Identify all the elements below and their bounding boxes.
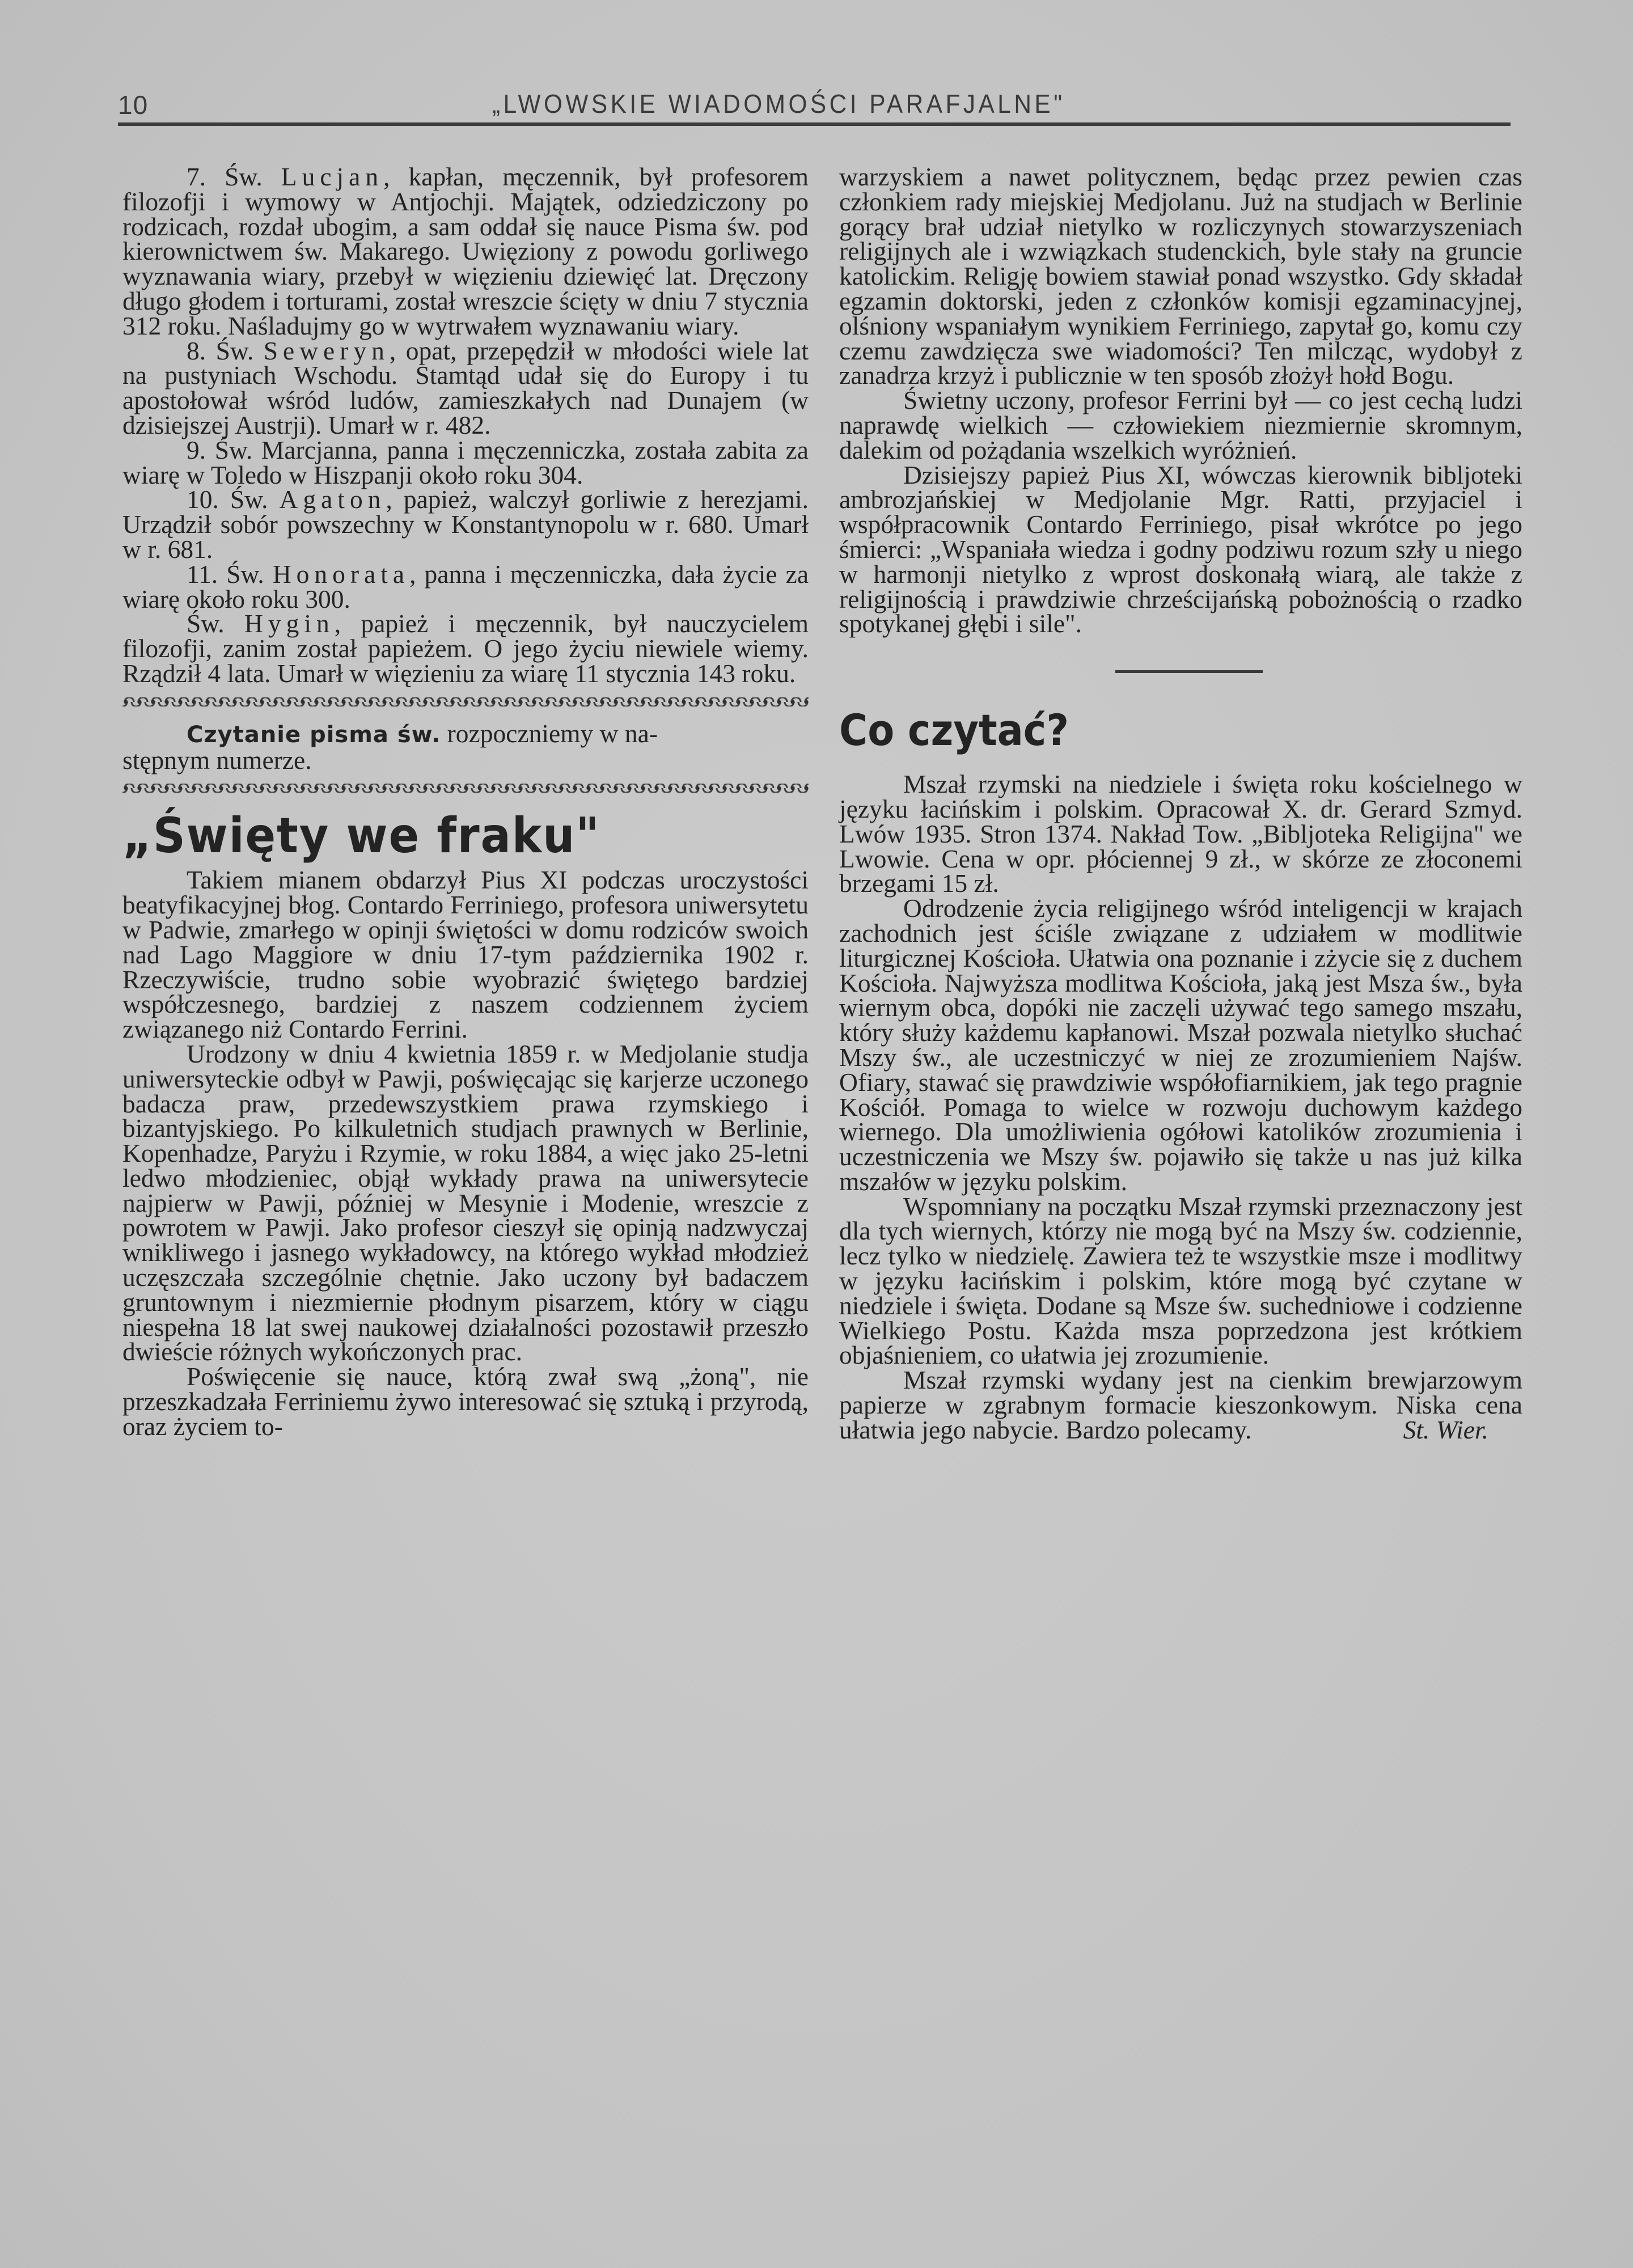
article-paragraph: Urodzony w dniu 4 kwietnia 1859 r. w Medjolanie studja uniwersyteckie odbył w Pawji, poświęcając się karjerze uczonego badacza praw, przedewszystkiem prawa rzymskiego i bizantyjskiego. Po kilkuletnich studjach prawnych w Berlinie, Kopenhadze, Paryżu i Rzymie, w roku 1884, a więc jako 25-letni ledwo młodzieniec, objął wykłady prawa na uniwersytecie najpierw w Pawji, później w Mesynie i Modenie, wreszcie z powrotem w Pawji. Jako profesor cieszył się opinją nadzwyczaj wnikliwego i jasnego wykładowcy, na którego wykład młodzież uczęszczała szczególnie chętnie. Jako uczony był badaczem gruntownym i niezmiernie płodnym pisarzem, który w ciągu niespełna 18 lat swej naukowej działalności pozostawił przeszło dwieście różnych wykończonych prac. — [122, 1039, 809, 1366]
saint-text: , panna i męczenniczka, dała życie za wiarę około roku 300. — [122, 559, 809, 613]
saint-number: 11. — [187, 559, 218, 589]
journal-title: „LWOWSKIE WIADOMOŚCI PARAFJALNE" — [492, 89, 1065, 119]
article-paragraph: Poświęcenie się nauce, którą zwał swą „żoną", nie przeszkadzała Ferriniemu żywo interesować się sztuką i przyrodą, oraz życiem to- — [122, 1362, 809, 1441]
review-closing-text: Mszał rzymski wydany jest na cienkim brewjarzowym papierze w zgrabnym formacie kieszonkowym. Niska cena ułatwia jego nabycie. Bardzo polecamy. — [839, 1365, 1522, 1444]
saint-entry — [122, 559, 809, 613]
saint-number: 10. — [187, 485, 219, 514]
saint-prefix: Św. — [225, 162, 263, 191]
notice-line-2: stępnym numerze. — [122, 745, 312, 775]
notice-bold-lead: Czytanie pisma św. — [187, 721, 441, 748]
saint-prefix: Św. — [230, 485, 268, 514]
saint-prefix: Św. — [214, 435, 253, 464]
saint-text: , kapłan, męczennik, był profesorem filozofji i wymowy w Antjochji. Majątek, odziedziczony po rodzicach, rozdał ubogim, a sam oddał się nauce Pisma św. pod kierownictwem św. Makarego. Uwięziony z powodu gorliwego wyznawania wiary, przebył w więzieniu dziewięć lat. Dręczony długo głodem i torturami, został wreszcie ścięty w dniu 7 stycznia 312 roku. Naśladujmy go w wytrwałem wyznawaniu wiary. — [122, 162, 809, 340]
saint-number: 9. — [187, 435, 206, 464]
notice — [122, 718, 809, 748]
review-paragraph — [839, 1365, 1522, 1444]
left-column — [122, 164, 809, 1439]
saint-name: Seweryn — [263, 336, 390, 365]
saint-name: Agaton — [279, 485, 386, 514]
review-paragraph: Odrodzenie życia religijnego wśród inteligencji w krajach zachodnich jest ściśle związane z udziałem w modlitwie liturgicznej Kościoła. Ułatwia ona poznanie i zżycie się z duchem Kościoła. Najwyższa modlitwa Kościoła, jaką jest Msza św., była wiernym obca, dopóki nie zaczęli używać tego samego mszału, który służy każdemu kapłanowi. Mszał pozwala nietylko słuchać Mszy św., ale uczestniczyć w niej ze zrozumieniem Najśw. Ofiary, stawać się prawdziwie współofiarnikiem, jak tego pragnie Kościół. Pomaga to wielce w rozwoju duchowym każdego wiernego. Dla umożliwienia ogółowi katolików zrozumienia i uczestniczenia we Mszy św. pojawiło się także u nas już kilka mszałów w języku polskim. — [839, 894, 1522, 1196]
article-title: „Święty we fraku" — [122, 807, 600, 865]
ornamental-divider — [122, 784, 809, 793]
saint-entry — [122, 611, 809, 686]
article-paragraph-continued: warzyskiem a nawet politycznem, będąc przez pewien czas członkiem rady miejskiej Medjolanu. Już na studjach w Berlinie gorący brał udział nietylko w rozliczynych stowarzyszeniach religijnych ale i wzwiązkach studenckich, byle stały na gruncie katolickim. Religję bowiem stawiał ponad wszystko. Gdy składał egzamin doktorski, jeden z członków komisji egzaminacyjnej, olśniony wspaniałym wynikiem Ferriniego, zapytał go, komu czy czemu zawdzięcza swe wiadomości? Ten milcząc, wydobył z zanadrza krzyż i publicznie w ten sposób złożył hołd Bogu. — [839, 162, 1522, 390]
saint-entry — [122, 485, 809, 564]
notice-text: rozpoczniemy w na- — [441, 718, 658, 748]
ornamental-divider — [122, 697, 809, 706]
author-signature: St. Wier. — [1403, 1415, 1488, 1444]
saint-text: , papież, walczył gorliwie z herezjami. Urządził sobór powszechny w Konstantynopolu w r. 680. Umarł w r. 681. — [122, 485, 809, 564]
article-paragraph: Takiem mianem obdarzył Pius XI podczas uroczystości beatyfikacyjnej błog. Contardo Ferriniego, profesora uniwersytetu w Padwie, zmarłego w opinji świętości w domu rodziców swoich nad Lago Maggiore w dniu 17-tym października 1902 r. Rzeczywiście, trudno sobie wyobrazić świętego bardziej współczesnego, bardziej z naszem codziennem życiem związanego niż Contardo Ferrini. — [122, 865, 809, 1044]
saint-number: 8. — [187, 336, 206, 365]
saint-number: 7. — [187, 162, 206, 191]
saint-entry — [122, 338, 809, 438]
saint-name: Hygin — [244, 609, 335, 638]
saint-name: Lucjan — [281, 162, 384, 191]
saint-entry — [122, 164, 809, 338]
header-rule — [118, 122, 1511, 126]
saint-prefix: Św. — [226, 559, 264, 589]
running-header — [118, 85, 1513, 125]
article-paragraph: Świetny uczony, profesor Ferrini był — co jest cechą ludzi naprawdę wielkich — człowiekiem niezmiernie skromnym, dalekim od pożądania wszelkich wyróżnień. — [839, 386, 1522, 464]
saint-text: , opat, przepędził w młodości wiele lat na pustyniach Wschodu. Stamtąd udał się do Europy i tu apostołował wśród ludów, zamieszkałych nad Dunajem (w dzisiejszej Austrji). Umarł w r. 482. — [122, 336, 809, 439]
article-paragraph: Dzisiejszy papież Pius XI, wówczas kierownik bibljoteki ambrozjańskiej w Medjolanie Mgr. Ratti, przyjaciel i współpracownik Contardo Ferriniego, pisał wkrótce po jego śmierci: „Wspaniała wiedza i godny podziwu rozum szły u niego w harmonji nietylko z wprost doskonałą wiarą, ale także z religijnością i prawdziwie chrześcijańską pobożnością o rzadko spotykanej głębi i sile". — [839, 460, 1522, 638]
right-column — [839, 164, 1522, 1442]
section-title: Co czytać? — [839, 705, 1069, 756]
saint-prefix: Św. — [187, 609, 225, 638]
saint-entry — [122, 435, 809, 489]
review-paragraph: Wspomniany na początku Mszał rzymski przeznaczony jest dla tych wiernych, którzy nie mogą być na Mszy św. codziennie, lecz tylko w niedzielę. Zawiera też te wszystkie msze i modlitwy w języku łacińskim i polskim, które mogą być czytane w niedziele i święta. Dodane są Msze św. suchedniowe i codzienne Wielkiego Postu. Każda msza poprzedzona jest krótkiem objaśnieniem, co ułatwia jej zrozumienie. — [839, 1191, 1522, 1370]
saint-name: Honorata — [272, 559, 410, 589]
saint-text: , papież i męczennik, był nauczycielem filozofji, zanim został papieżem. O jego życiu niewiele wiemy. Rządził 4 lata. Umarł w więzieniu za wiarę 11 stycznia 143 roku. — [122, 609, 809, 688]
review-paragraph: Mszał rzymski na niedziele i święta roku kościelnego w języku łacińskim i polskim. Opracował X. dr. Gerard Szmyd. Lwów 1935. Stron 1374. Nakład Tow. „Bibljoteka Religijna" we Lwowie. Cena w opr. płóciennej 9 zł., w skórze ze złoconemi brzegami 15 zł. — [839, 769, 1522, 898]
section-divider-rule — [1115, 670, 1263, 673]
page-number: 10 — [118, 90, 149, 120]
saint-text: Marcjanna, panna i męczenniczka, została zabita za wiarę w Toledo w Hiszpanji około roku 304. — [122, 435, 809, 489]
saint-prefix: Św. — [215, 336, 254, 365]
